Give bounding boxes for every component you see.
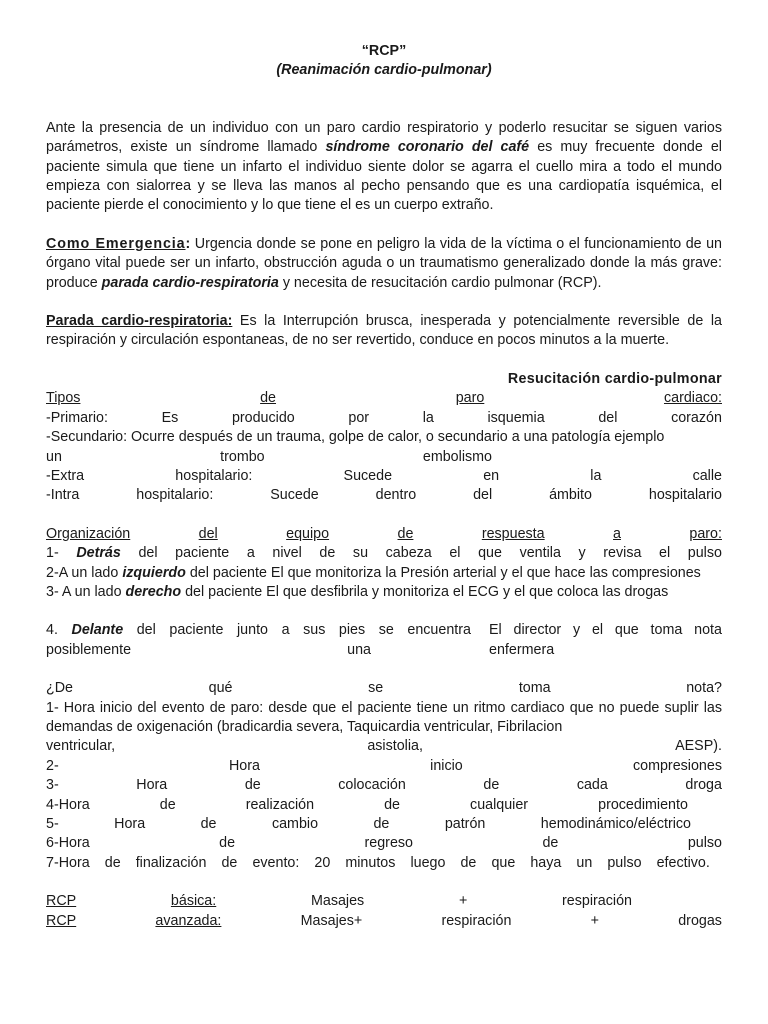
- w: nota?: [686, 680, 722, 697]
- w: posiblemente: [46, 641, 132, 658]
- w: luego: [410, 854, 446, 871]
- emergencia-text-end: y necesita de resucitación cardio pulmonar (RCP).: [278, 274, 602, 291]
- w: derecho: [125, 583, 182, 600]
- w: embolismo: [422, 448, 492, 465]
- w: 4.: [46, 622, 58, 639]
- w: del: [138, 545, 158, 562]
- w: de: [260, 390, 277, 407]
- document-page: [46, 42, 722, 931]
- w: Hora: [136, 777, 168, 794]
- w: un: [576, 854, 593, 871]
- w: se: [368, 680, 384, 697]
- w: RCP: [46, 893, 77, 910]
- w: AESP).: [675, 738, 722, 755]
- intro-text-end: es muy frecuente donde el paciente simula que tiene un infarto el individuo siente dolor se agarra el cuello mira a todo el mundo empieza con sialorrea y se lleva las manos al pecho pensando que es una cardiopatía isquémica, el paciente pierde el conocimiento y lo que tiene el es un cuerpo extraño.: [46, 139, 722, 214]
- w: haya: [530, 854, 562, 871]
- w: efectivo.: [656, 854, 710, 871]
- w: realización: [245, 796, 315, 813]
- nota-3: [46, 776, 722, 795]
- w: de: [219, 835, 236, 852]
- w: 2-: [46, 757, 59, 774]
- document-subtitle: (Reanimación cardio-pulmonar): [276, 62, 492, 79]
- w: el: [591, 622, 604, 639]
- emergencia-bold: parada cardio-respiratoria: [101, 274, 279, 291]
- w: 4-Hora: [46, 796, 90, 813]
- line: [46, 621, 471, 640]
- w: procedimiento: [598, 796, 688, 813]
- w: compresiones: [632, 757, 722, 774]
- line: [46, 641, 471, 660]
- w: 7-Hora: [46, 854, 90, 871]
- w: de: [221, 854, 238, 871]
- w: Organización: [46, 525, 131, 542]
- w: asistolia,: [367, 738, 423, 755]
- w: de: [200, 816, 217, 832]
- parada-label: Parada cardio-respiratoria:: [46, 313, 233, 330]
- nota-2: [46, 757, 722, 776]
- w: la: [422, 409, 434, 426]
- w: drogas: [678, 912, 722, 929]
- w: Sucede: [270, 487, 319, 504]
- w: cambio: [271, 816, 319, 832]
- w: respuesta: [481, 525, 545, 542]
- document-title: “RCP”: [361, 43, 407, 59]
- w: evento:: [252, 854, 300, 871]
- w: hospitalario:: [136, 487, 214, 504]
- w: pulso: [687, 545, 722, 562]
- w: regreso: [364, 835, 413, 852]
- tipo-secundario-cont: [46, 448, 722, 467]
- w: +: [590, 912, 599, 929]
- w: una: [347, 641, 371, 658]
- nota-7: [46, 854, 722, 873]
- w: de: [460, 854, 477, 871]
- organizacion-item-1: [46, 544, 722, 563]
- w: qué: [208, 680, 233, 697]
- w: ventricular,: [46, 738, 116, 755]
- organizacion-item-2: [46, 564, 722, 583]
- tipo-primario: [46, 409, 722, 428]
- w: isquemia: [487, 409, 545, 426]
- nota-heading: [46, 679, 722, 698]
- w: del paciente El que monitoriza la Presión arterial y el que hace las compresiones: [185, 564, 701, 581]
- w: finalización: [135, 854, 207, 871]
- emergencia-text: Urgencia donde se pone en peligro la vida de la víctima o el funcionamiento de un órgano vital puede ser un infarto, obstrucción aguda o un traumatismo generalizado donde la más grave: produce: [46, 235, 723, 291]
- line: [489, 621, 722, 640]
- w: director: [513, 622, 562, 639]
- w: 6-Hora: [46, 835, 90, 852]
- w: del: [473, 487, 493, 504]
- item-4-left: [46, 621, 471, 660]
- w: 1-: [46, 545, 59, 562]
- parada-text: Es la Interrupción brusca, inesperada y potencialmente reversible de la respiración y circulación espontaneas, de no ser revertido, conduce en pocos minutos a la muerte.: [46, 313, 722, 349]
- emergencia-label: Como Emergencia: [46, 235, 186, 252]
- w: corazón: [671, 409, 722, 426]
- w: toma: [518, 680, 551, 697]
- w: droga: [685, 777, 722, 794]
- w: la: [590, 467, 602, 484]
- w: cabeza: [385, 545, 432, 562]
- w: su: [352, 545, 369, 562]
- w: el: [659, 545, 671, 562]
- w: de: [384, 796, 400, 813]
- w: Masajes+: [300, 912, 363, 929]
- w: encuentra: [407, 622, 471, 639]
- nota-4: [46, 796, 722, 815]
- w: Sucede: [343, 467, 393, 484]
- organizacion-heading: [46, 525, 722, 544]
- w: 2-A un lado: [46, 564, 123, 581]
- w: -Primario:: [46, 409, 108, 426]
- w: paciente: [169, 622, 224, 639]
- w: toma: [650, 622, 683, 639]
- w: junto: [237, 622, 269, 639]
- w: cardiaco:: [663, 390, 722, 407]
- w: del: [598, 409, 618, 426]
- w: trombo: [220, 448, 265, 465]
- line: enfermera: [489, 641, 555, 658]
- w: Hora: [114, 816, 146, 832]
- organizacion-item-4: [46, 621, 722, 660]
- emergencia-colon: :: [185, 235, 191, 252]
- w: cualquier: [470, 796, 529, 813]
- w: ventila: [519, 545, 561, 562]
- w: que: [614, 622, 639, 639]
- resucitacion-heading: Resucitación cardio-pulmonar: [507, 370, 722, 387]
- w: colocación: [338, 777, 406, 794]
- w: pies: [338, 622, 366, 639]
- w: hospitalario: [648, 487, 722, 504]
- w: RCP: [46, 912, 77, 929]
- item-4-right: [489, 621, 722, 660]
- w: el: [449, 545, 461, 562]
- w: respiración: [562, 893, 632, 910]
- tipo-secundario: [46, 428, 722, 447]
- w: +: [458, 893, 468, 910]
- w: nivel: [272, 545, 302, 562]
- w: del paciente El que desfibrila y monitoriza el ECG y el que coloca las drogas: [181, 583, 669, 600]
- w: inicio: [430, 757, 463, 774]
- w: equipo: [286, 525, 330, 542]
- w: se: [378, 622, 394, 639]
- w: básica:: [170, 893, 217, 910]
- w: de: [373, 816, 390, 832]
- nota-1: 1- Hora inicio del evento de paro: desde que el paciente tiene un ritmo cardiaco que no puede suplir las demandas de oxigenación (bradicardia severa, Taquicardia ventricular, Fibrilacion: [46, 699, 722, 735]
- w: Es: [161, 409, 179, 426]
- w: de: [483, 777, 500, 794]
- rcp-avanzada: [46, 912, 722, 931]
- w: y: [573, 622, 581, 639]
- w: revisa: [603, 545, 642, 562]
- tipos-heading: [46, 389, 722, 408]
- w: 3-: [46, 777, 59, 794]
- w: que: [478, 545, 502, 562]
- intro-bold: síndrome coronario del café: [325, 139, 530, 156]
- w: y: [578, 545, 586, 562]
- w: de: [159, 796, 176, 813]
- w: pulso: [687, 835, 722, 852]
- w: pulso: [607, 854, 642, 871]
- nota-6: [46, 834, 722, 853]
- w: patrón: [444, 816, 486, 832]
- w: Hora: [228, 757, 260, 774]
- w: Masajes: [310, 893, 365, 910]
- w: avanzada:: [155, 912, 222, 929]
- w: de: [319, 545, 336, 562]
- w: Tipos: [46, 390, 81, 407]
- w: ámbito: [549, 487, 592, 504]
- organizacion-item-3: [46, 583, 722, 602]
- intro-text: Ante la presencia de un individuo con un paro cardio respiratorio y poderlo resucitar se siguen varios parámetros, existe un síndrome llamado: [46, 119, 722, 156]
- w: de: [104, 854, 121, 871]
- nota-1-end: [46, 737, 722, 756]
- w: -Intra: [46, 487, 80, 504]
- w: a: [246, 545, 255, 562]
- tipo-extra: [46, 467, 722, 486]
- w: de: [542, 835, 559, 852]
- w: 3- A un lado: [46, 583, 126, 600]
- w: a: [613, 525, 621, 542]
- w: del: [136, 622, 156, 639]
- w: ¿De: [46, 680, 74, 697]
- rcp-basica: [46, 892, 722, 911]
- w: paciente: [175, 545, 230, 562]
- w: paro:: [689, 525, 722, 542]
- w: sus: [303, 622, 326, 639]
- w: 20: [314, 854, 331, 871]
- w: -Extra: [46, 467, 85, 484]
- emergencia-paragraph: [46, 235, 722, 293]
- w: que: [491, 854, 516, 871]
- w: por: [348, 409, 370, 426]
- w: un: [46, 448, 62, 465]
- w: calle: [692, 467, 722, 484]
- w: hospitalario:: [175, 467, 253, 484]
- tipo-intra: [46, 486, 722, 505]
- w: El: [489, 622, 502, 639]
- w: Detrás: [76, 545, 121, 562]
- w: Delante: [71, 622, 124, 639]
- w: nota: [694, 622, 722, 639]
- w: dentro: [375, 487, 417, 504]
- w: minutos: [345, 854, 396, 871]
- w: a: [281, 622, 290, 639]
- w: izquierdo: [122, 564, 186, 581]
- w: de: [397, 525, 414, 542]
- intro-paragraph: [46, 119, 722, 216]
- w: de: [244, 777, 261, 794]
- w: cada: [576, 777, 608, 794]
- parada-paragraph: [46, 312, 722, 351]
- w: -Secundario: Ocurre después de un trauma, golpe de calor, o secundario a una patología ejemplo: [46, 429, 665, 446]
- w: 5-: [46, 816, 59, 832]
- w: del: [198, 525, 218, 542]
- w: en: [483, 467, 500, 484]
- w: paro: [455, 390, 485, 407]
- w: producido: [231, 409, 295, 426]
- w: respiración: [441, 912, 512, 929]
- nota-5: [46, 815, 722, 834]
- w: hemodinámico/eléctrico: [540, 816, 691, 832]
